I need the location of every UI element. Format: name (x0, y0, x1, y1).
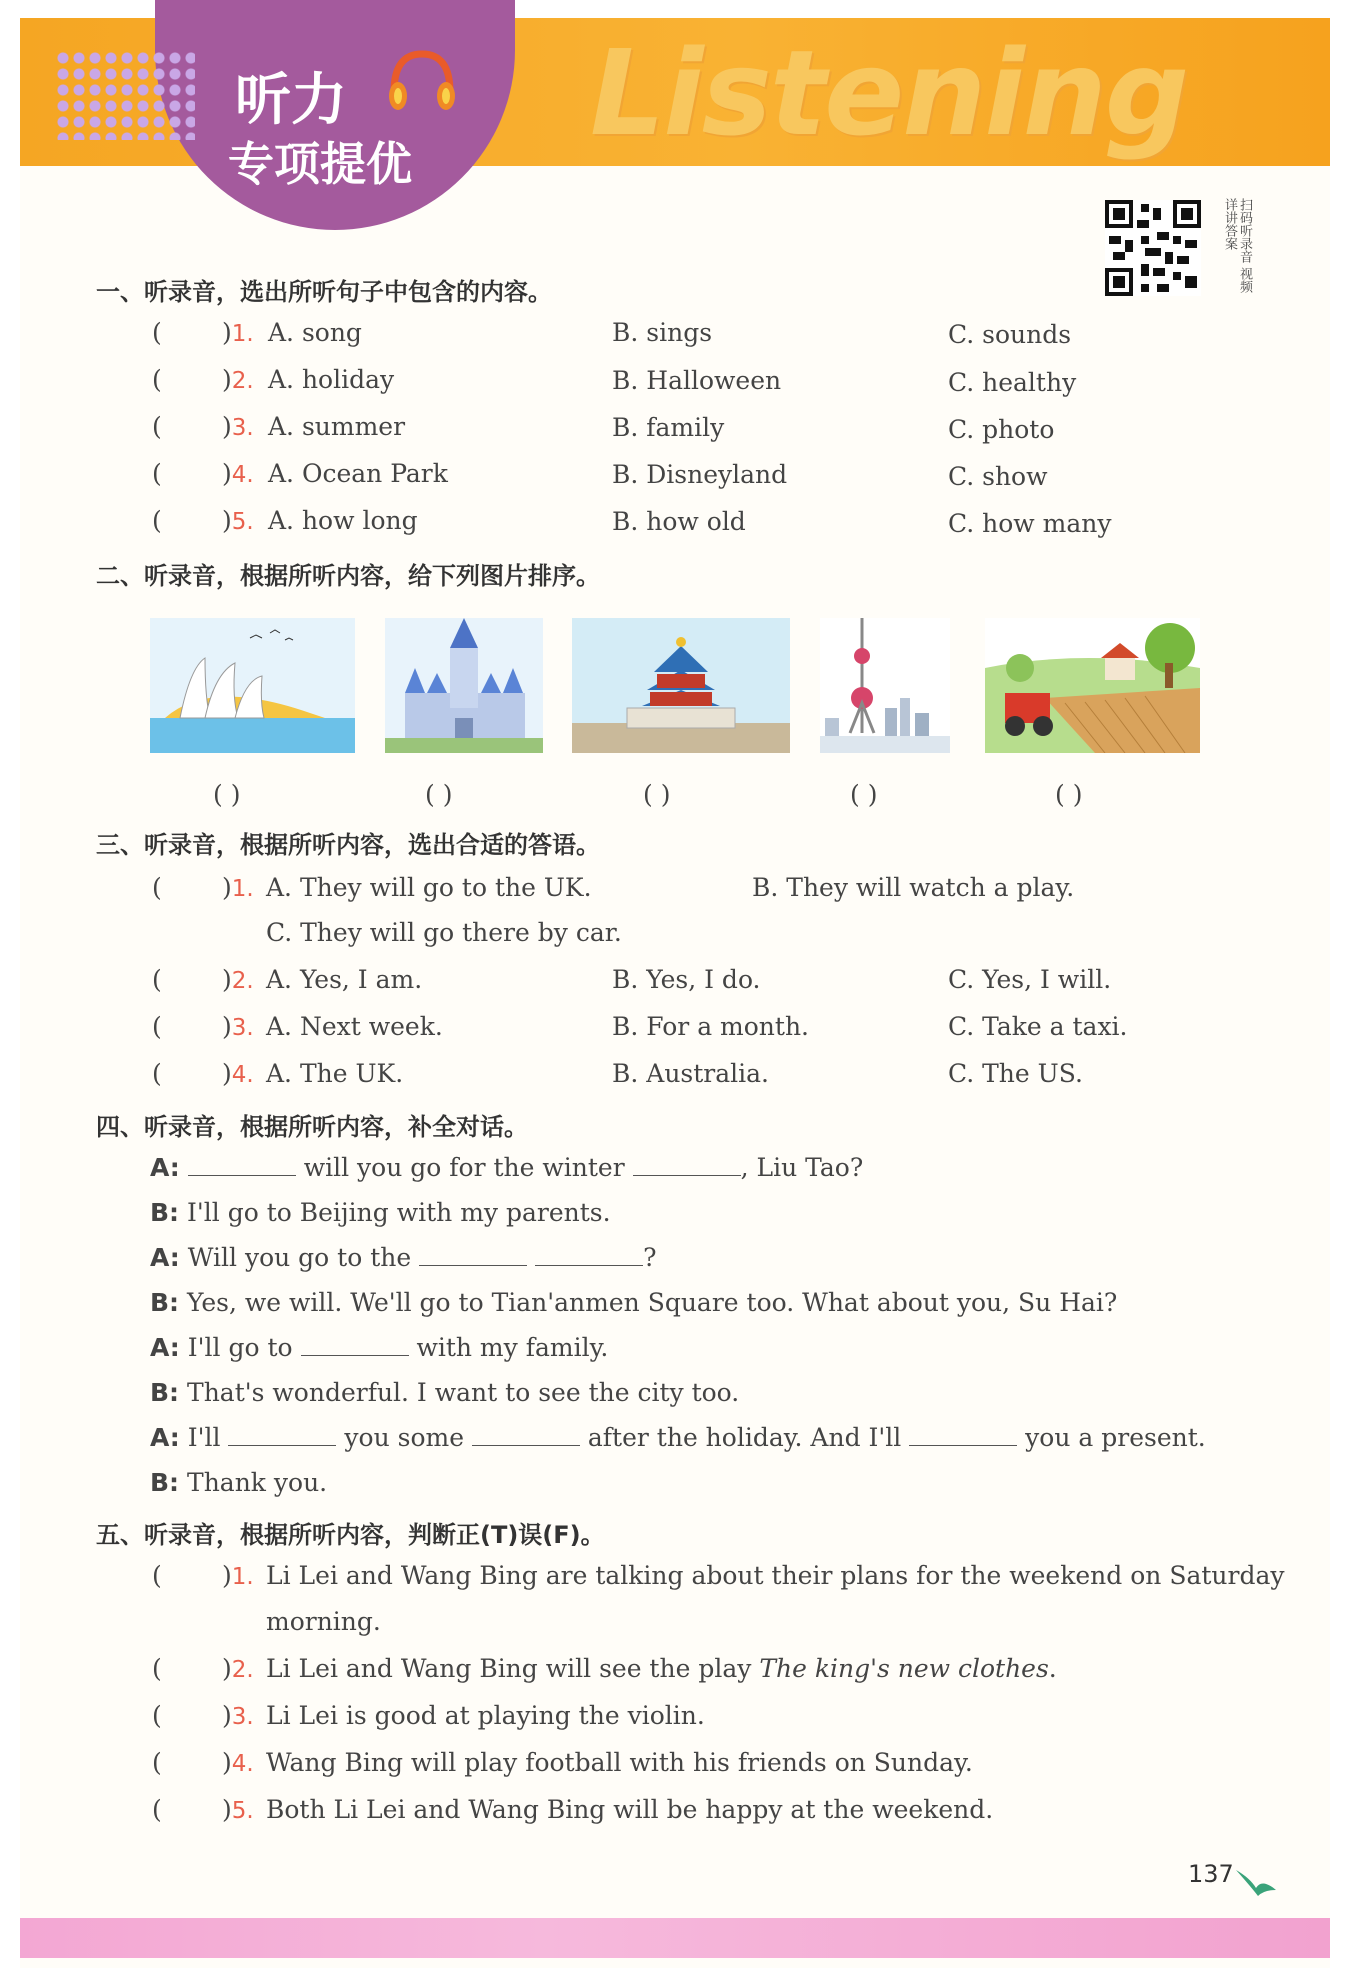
dialog-line-2: B: I'll go to Beijing with my parents. (150, 1198, 611, 1227)
statement-text: Li Lei and Wang Bing will see the play The king's new clothes. (266, 1654, 1057, 1683)
answer-blank[interactable] (301, 1333, 409, 1356)
picture-5-blank[interactable]: ( ) (1055, 780, 1083, 809)
dot-pattern (55, 50, 195, 140)
option-b[interactable]: B. sings (612, 318, 713, 347)
statement-text: Li Lei and Wang Bing are talking about their plans for the weekend on Saturday (266, 1561, 1285, 1590)
option-c[interactable]: C. Take a taxi. (948, 1012, 1128, 1041)
option-b[interactable]: B. They will watch a play. (752, 873, 1075, 902)
option-b[interactable]: B. Yes, I do. (612, 965, 761, 994)
picture-1-blank[interactable]: ( ) (213, 780, 241, 809)
option-c[interactable]: C. The US. (948, 1059, 1083, 1088)
tv-tower-picture (820, 618, 950, 753)
answer-blank[interactable] (535, 1243, 643, 1266)
picture-2-blank[interactable]: ( ) (425, 780, 453, 809)
dialog-line-4: B: Yes, we will. We'll go to Tian'anmen Square too. What about you, Su Hai? (150, 1288, 1118, 1317)
option-a[interactable]: A. The UK. (266, 1059, 404, 1088)
option-b[interactable]: B. how old (612, 507, 746, 536)
option-b[interactable]: B. For a month. (612, 1012, 809, 1041)
option-b[interactable]: B. Halloween (612, 366, 782, 395)
section5-heading: 五、听录音，根据所听内容，判断正(T)误(F)。 (96, 1521, 605, 1549)
dialog-line-6: B: That's wonderful. I want to see the city too. (150, 1378, 740, 1407)
bird-icon (1232, 1860, 1280, 1900)
option-a[interactable]: A. song (268, 318, 362, 347)
temple-of-heaven-picture (572, 618, 790, 753)
qr-caption: 扫码听录音 视频详讲答案 (1222, 198, 1252, 294)
badge-title: 听力 (235, 68, 347, 133)
banner-word: Listening (590, 24, 1188, 162)
option-c[interactable]: C. They will go there by car. (266, 918, 622, 947)
option-a[interactable]: A. Next week. (266, 1012, 443, 1041)
answer-blank[interactable] (633, 1153, 741, 1176)
dialog-line-5: A: I'll go to with my family. (150, 1333, 609, 1362)
option-b[interactable]: B. Australia. (612, 1059, 769, 1088)
option-c[interactable]: C. how many (948, 509, 1112, 538)
farm-picture (985, 618, 1200, 753)
option-c[interactable]: C. show (948, 462, 1048, 491)
option-b[interactable]: B. Disneyland (612, 460, 788, 489)
answer-blank[interactable] (472, 1423, 580, 1446)
option-a[interactable]: A. Yes, I am. (266, 965, 423, 994)
castle-picture (385, 618, 543, 753)
dialog-line-8: B: Thank you. (150, 1468, 328, 1497)
section1-heading: 一、听录音，选出所听句子中包含的内容。 (96, 278, 552, 306)
answer-blank[interactable] (188, 1153, 296, 1176)
badge-subtitle: 专项提优 (228, 137, 412, 191)
answer-blank[interactable] (909, 1423, 1017, 1446)
footer-band (20, 1918, 1330, 1958)
page-number: 137 (1188, 1860, 1234, 1888)
qr-code-icon[interactable] (1105, 200, 1201, 296)
option-c[interactable]: C. healthy (948, 368, 1077, 397)
opera-house-picture (150, 618, 355, 753)
answer-blank[interactable] (228, 1423, 336, 1446)
statement-text-cont: morning. (266, 1607, 381, 1636)
option-b[interactable]: B. family (612, 413, 725, 442)
statement-text: Li Lei is good at playing the violin. (266, 1701, 705, 1730)
option-a[interactable]: A. how long (268, 506, 418, 535)
answer-blank[interactable] (419, 1243, 527, 1266)
option-c[interactable]: C. sounds (948, 320, 1072, 349)
section2-heading: 二、听录音，根据所听内容，给下列图片排序。 (96, 562, 600, 590)
option-a[interactable]: A. Ocean Park (268, 459, 448, 488)
option-a[interactable]: A. holiday (268, 365, 395, 394)
headphone-icon (380, 42, 460, 122)
option-c[interactable]: C. photo (948, 415, 1055, 444)
statement-text: Both Li Lei and Wang Bing will be happy at the weekend. (266, 1795, 994, 1824)
section3-heading: 三、听录音，根据所听内容，选出合适的答语。 (96, 831, 600, 859)
section4-heading: 四、听录音，根据所听内容，补全对话。 (96, 1113, 528, 1141)
dialog-line-7: A: I'll you some after the holiday. And I'll you a present. (150, 1423, 1206, 1452)
picture-4-blank[interactable]: ( ) (850, 780, 878, 809)
option-a[interactable]: A. summer (268, 412, 406, 441)
option-a[interactable]: A. They will go to the UK. (266, 873, 592, 902)
option-c[interactable]: C. Yes, I will. (948, 965, 1112, 994)
dialog-line-3: A: Will you go to the ? (150, 1243, 657, 1272)
statement-text: Wang Bing will play football with his friends on Sunday. (266, 1748, 973, 1777)
dialog-line-1: A: will you go for the winter , Liu Tao? (150, 1153, 864, 1182)
picture-3-blank[interactable]: ( ) (643, 780, 671, 809)
